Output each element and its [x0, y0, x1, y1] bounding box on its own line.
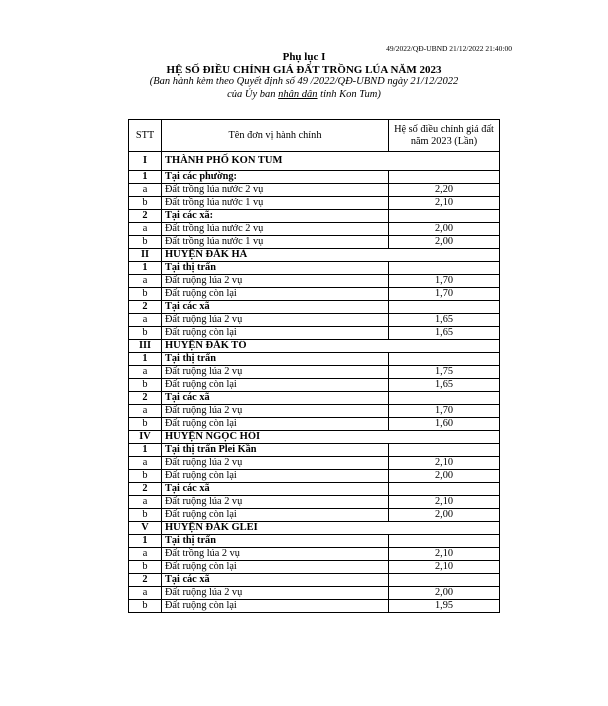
row-coefficient: 2,00 — [389, 236, 500, 249]
table-row — [129, 496, 500, 509]
row-name: Đất ruộng lúa 2 vụ — [162, 405, 389, 418]
row-stt: b — [129, 418, 162, 431]
row-stt: III — [129, 340, 162, 353]
row-name: Đất ruộng lúa 2 vụ — [162, 457, 389, 470]
table-row — [129, 444, 500, 457]
row-stt: b — [129, 600, 162, 613]
row-stt: b — [129, 379, 162, 392]
row-stt: b — [129, 288, 162, 301]
row-stt: 1 — [129, 444, 162, 457]
row-name: HUYỆN ĐĂK TÔ — [162, 340, 500, 353]
row-stt: 1 — [129, 353, 162, 366]
row-coefficient: 1,70 — [389, 275, 500, 288]
table-row — [129, 522, 500, 535]
row-stt: I — [129, 152, 162, 171]
row-name: Tại thị trấn Plei Kần — [162, 444, 389, 457]
row-coefficient — [389, 444, 500, 457]
row-coefficient: 1,65 — [389, 314, 500, 327]
table-row — [129, 340, 500, 353]
row-coefficient — [389, 262, 500, 275]
subtitle-line-1: (Ban hành kèm theo Quyết định số 49 /2022/QĐ-UBND ngày 21/12/2022 — [149, 76, 459, 87]
row-name: Tại thị trấn — [162, 353, 389, 366]
table-row — [129, 600, 500, 613]
row-stt: V — [129, 522, 162, 535]
table-row — [129, 353, 500, 366]
subtitle-part-c: tỉnh Kon Tum) — [317, 88, 381, 100]
row-name: Tại các xã: — [162, 210, 389, 223]
subtitle-part-b: nhân dân — [278, 88, 318, 100]
row-coefficient — [389, 392, 500, 405]
row-stt: a — [129, 275, 162, 288]
row-coefficient: 2,00 — [389, 587, 500, 600]
row-name: Tại thị trấn — [162, 262, 389, 275]
table-row — [129, 587, 500, 600]
row-stt: 2 — [129, 301, 162, 314]
row-coefficient: 1,65 — [389, 327, 500, 340]
row-stt: a — [129, 223, 162, 236]
row-name: Đất ruộng còn lại — [162, 418, 389, 431]
row-name: Tại các xã — [162, 392, 389, 405]
row-name: Tại các phường: — [162, 171, 389, 184]
table-row — [129, 171, 500, 184]
row-coefficient: 2,10 — [389, 561, 500, 574]
row-name: Đất ruộng lúa 2 vụ — [162, 496, 389, 509]
row-name: Đất ruộng lúa 2 vụ — [162, 366, 389, 379]
row-name: Tại thị trấn — [162, 535, 389, 548]
table-row — [129, 561, 500, 574]
row-coefficient — [389, 301, 500, 314]
row-name: Đất ruộng còn lại — [162, 509, 389, 522]
row-name: Đất ruộng lúa 2 vụ — [162, 275, 389, 288]
row-name: THÀNH PHỐ KON TUM — [162, 152, 500, 171]
row-name: Đất ruộng còn lại — [162, 288, 389, 301]
row-name: Tại các xã — [162, 483, 389, 496]
table-row — [129, 262, 500, 275]
row-name: Đất ruộng lúa 2 vụ — [162, 587, 389, 600]
table-row — [129, 405, 500, 418]
table-row — [129, 301, 500, 314]
table-row — [129, 379, 500, 392]
row-stt: a — [129, 496, 162, 509]
table-row — [129, 431, 500, 444]
row-coefficient: 2,00 — [389, 509, 500, 522]
table-row — [129, 457, 500, 470]
row-name: Đất trồng lúa nước 2 vụ — [162, 184, 389, 197]
document-title: HỆ SỐ ĐIỀU CHỈNH GIÁ ĐẤT TRỒNG LÚA NĂM 2023 — [166, 63, 442, 76]
header-stt: STT — [129, 120, 162, 152]
header-coefficient: Hệ số điều chỉnh giá đất năm 2023 (Lần) — [389, 120, 500, 152]
subtitle-line-2 — [0, 89, 608, 102]
table-row — [129, 184, 500, 197]
table-row — [129, 327, 500, 340]
row-coefficient: 2,00 — [389, 223, 500, 236]
row-name: HUYỆN NGỌC HỒI — [162, 431, 500, 444]
row-stt: b — [129, 509, 162, 522]
appendix-label: Phụ lục I — [282, 51, 326, 63]
row-coefficient: 1,95 — [389, 600, 500, 613]
table-row — [129, 483, 500, 496]
row-name: Đất ruộng còn lại — [162, 379, 389, 392]
row-coefficient: 2,10 — [389, 496, 500, 509]
table-row — [129, 275, 500, 288]
row-name: Đất ruộng lúa 2 vụ — [162, 314, 389, 327]
table-row — [129, 314, 500, 327]
row-name: Đất ruộng còn lại — [162, 600, 389, 613]
row-coefficient — [389, 483, 500, 496]
table-row — [129, 236, 500, 249]
row-coefficient — [389, 171, 500, 184]
row-stt: b — [129, 197, 162, 210]
row-stt: 2 — [129, 574, 162, 587]
row-name: Tại các xã — [162, 574, 389, 587]
row-name: Đất trồng lúa 2 vụ — [162, 548, 389, 561]
row-coefficient: 1,70 — [389, 288, 500, 301]
row-name: HUYỆN ĐĂK GLEI — [162, 522, 500, 535]
table-header-row — [129, 120, 500, 152]
row-coefficient: 2,10 — [389, 457, 500, 470]
row-stt: b — [129, 236, 162, 249]
row-stt: a — [129, 548, 162, 561]
row-coefficient — [389, 353, 500, 366]
row-coefficient: 2,20 — [389, 184, 500, 197]
row-coefficient — [389, 574, 500, 587]
subtitle-part-a: của Ủy ban — [227, 88, 279, 100]
row-stt: 1 — [129, 262, 162, 275]
signature-stamp: 49/2022/QĐ-UBND 21/12/2022 21:40:00 — [386, 44, 512, 53]
row-stt: a — [129, 587, 162, 600]
row-stt: 1 — [129, 535, 162, 548]
row-name: Đất ruộng còn lại — [162, 470, 389, 483]
table-row — [129, 509, 500, 522]
table-row — [129, 548, 500, 561]
row-stt: a — [129, 184, 162, 197]
row-name: Đất ruộng còn lại — [162, 561, 389, 574]
row-name: Đất ruộng còn lại — [162, 327, 389, 340]
document-heading — [0, 51, 608, 101]
table-row — [129, 366, 500, 379]
row-coefficient: 1,70 — [389, 405, 500, 418]
row-name: Tại các xã — [162, 301, 389, 314]
row-name: HUYỆN ĐĂK HÀ — [162, 249, 500, 262]
table-row — [129, 210, 500, 223]
row-stt: b — [129, 327, 162, 340]
row-stt: 2 — [129, 483, 162, 496]
row-stt: a — [129, 457, 162, 470]
table-row — [129, 197, 500, 210]
table-row — [129, 392, 500, 405]
row-coefficient — [389, 535, 500, 548]
table-row — [129, 152, 500, 171]
row-coefficient: 1,65 — [389, 379, 500, 392]
row-stt: 1 — [129, 171, 162, 184]
table-row — [129, 470, 500, 483]
row-stt: a — [129, 314, 162, 327]
table-row — [129, 574, 500, 587]
row-coefficient: 2,10 — [389, 548, 500, 561]
row-name: Đất trồng lúa nước 1 vụ — [162, 197, 389, 210]
row-stt: a — [129, 366, 162, 379]
table-row — [129, 223, 500, 236]
row-stt: a — [129, 405, 162, 418]
table-body — [129, 152, 500, 613]
coefficient-table — [128, 119, 500, 613]
row-stt: b — [129, 561, 162, 574]
row-stt: II — [129, 249, 162, 262]
row-name: Đất trồng lúa nước 1 vụ — [162, 236, 389, 249]
table-row — [129, 249, 500, 262]
row-coefficient: 2,10 — [389, 197, 500, 210]
row-coefficient: 2,00 — [389, 470, 500, 483]
row-stt: IV — [129, 431, 162, 444]
table-row — [129, 418, 500, 431]
table-row — [129, 535, 500, 548]
row-stt: 2 — [129, 210, 162, 223]
row-stt: 2 — [129, 392, 162, 405]
row-coefficient: 1,60 — [389, 418, 500, 431]
table-row — [129, 288, 500, 301]
row-coefficient: 1,75 — [389, 366, 500, 379]
row-coefficient — [389, 210, 500, 223]
header-name: Tên đơn vị hành chính — [162, 120, 389, 152]
row-name: Đất trồng lúa nước 2 vụ — [162, 223, 389, 236]
row-stt: b — [129, 470, 162, 483]
